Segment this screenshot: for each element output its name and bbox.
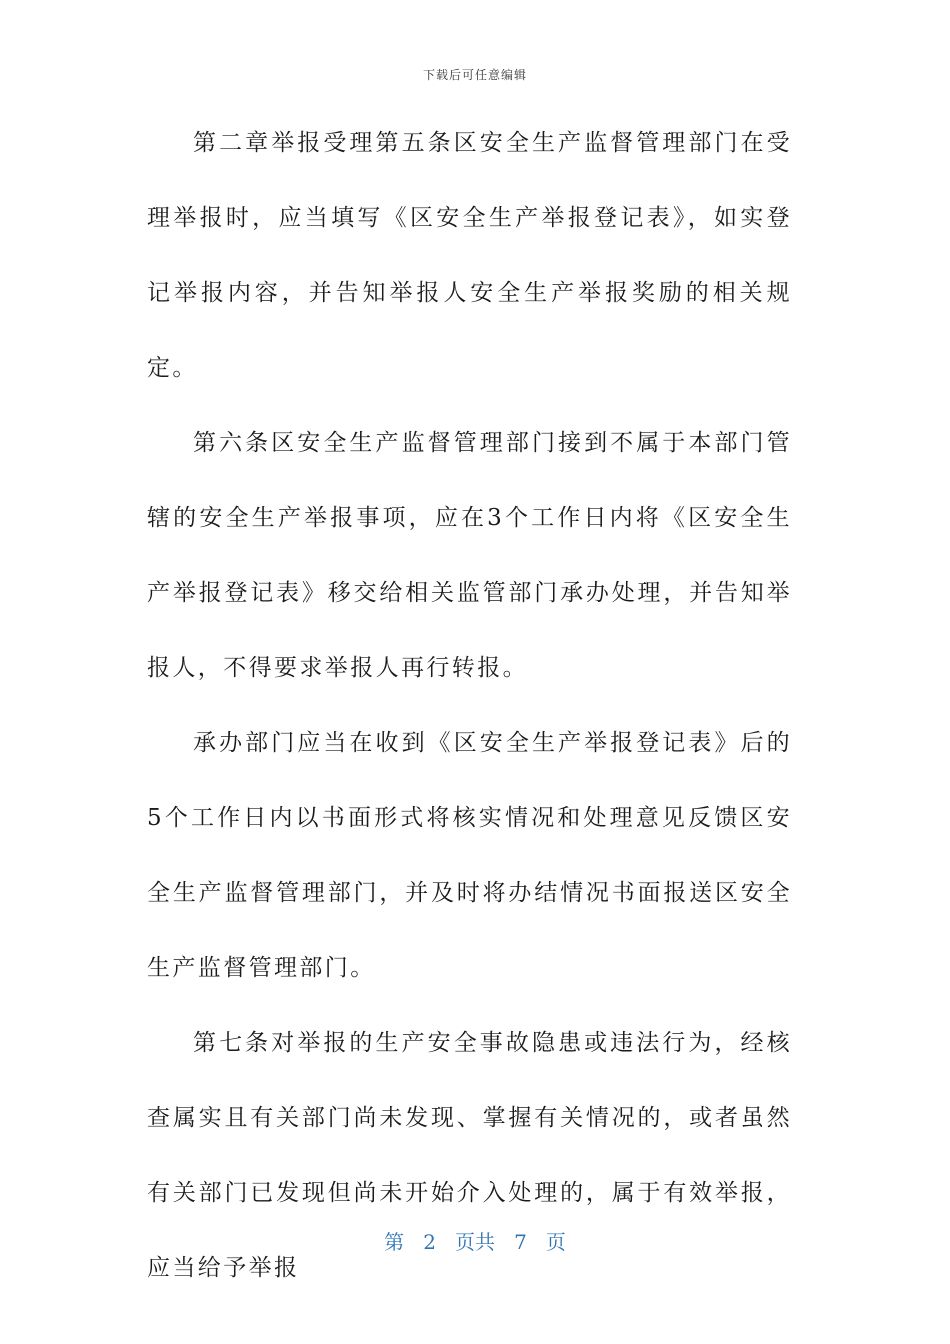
page-label-middle: 页共 xyxy=(455,1230,495,1254)
page-footer xyxy=(0,1226,950,1255)
page-label-prefix: 第 xyxy=(384,1230,405,1254)
document-body xyxy=(147,106,792,1306)
paragraph: 第二章举报受理第五条区安全生产监督管理部门在受理举报时，应当填写《区安全生产举报登记表》，如实登记举报内容，并告知举报人安全生产举报奖励的相关规定。 xyxy=(147,130,792,381)
paragraph: 承办部门应当在收到《区安全生产举报登记表》后的5个工作日内以书面形式将核实情况和处理意见反馈区安全生产监督管理部门，并及时将办结情况书面报送区安全生产监督管理部门。 xyxy=(147,730,792,981)
paragraph: 第六条区安全生产监督管理部门接到不属于本部门管辖的安全生产举报事项，应在3个工作日内将《区安全生产举报登记表》移交给相关监管部门承办处理，并告知举报人，不得要求举报人再行转报。 xyxy=(147,430,792,681)
page-label-suffix: 页 xyxy=(545,1230,566,1254)
current-page-number: 2 xyxy=(423,1230,436,1254)
paragraph: 第七条对举报的生产安全事故隐患或违法行为，经核查属实且有关部门尚未发现、掌握有关情况的，或者虽然有关部门已发现但尚未开始介入处理的，属于有效举报，应当给予举报 xyxy=(147,1030,792,1281)
header-note: 下载后可任意编辑 xyxy=(422,68,527,82)
total-pages-number: 7 xyxy=(514,1230,527,1254)
